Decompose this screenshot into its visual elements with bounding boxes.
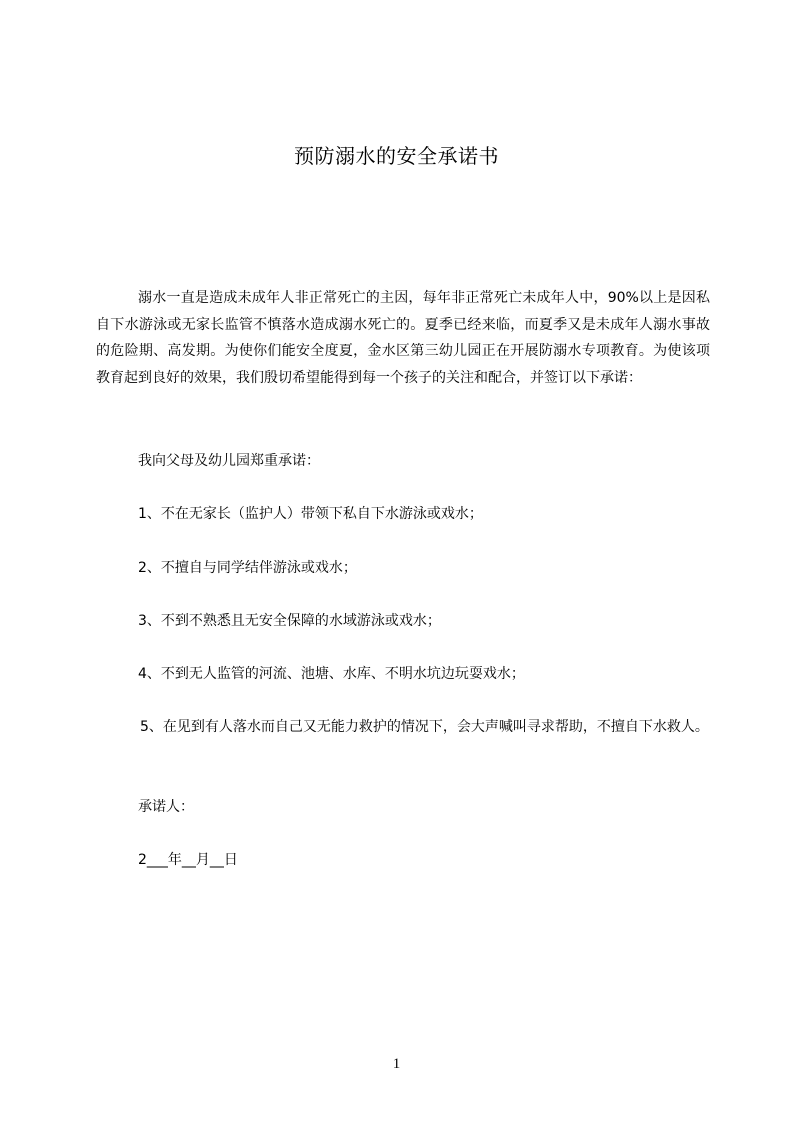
page-number: 1 — [392, 1056, 401, 1072]
pledge-item-2: 2、不擅自与同学结伴游泳或戏水； — [138, 560, 357, 576]
date-line: 2___年__月__日 — [138, 852, 238, 868]
document-title: 预防溺水的安全承诺书 — [294, 144, 499, 168]
pledge-item-3: 3、不到不熟悉且无安全保障的水域游泳或戏水； — [138, 613, 441, 629]
pledge-item-5: 5、在见到有人落水而自己又无能力救护的情况下，会大声喊叫寻求帮助，不擅自下水救人。 — [140, 719, 709, 735]
pledge-item-4: 4、不到无人监管的河流、池塘、水库、不明水坑边玩耍戏水； — [138, 666, 525, 682]
signer-label: 承诺人： — [138, 799, 194, 815]
intro-paragraph: 溺水一直是造成未成年人非正常死亡的主因，每年非正常死亡未成年人中，90%以上是因私自下水游泳或无家长监管不慎落水造成溺水死亡的。夏季已经来临，而夏季又是未成年人溺水事故的危险期、高发期。为使你们能安全度夏，金水区第三幼儿园正在开展防溺水专项教育。为使该项教育起到良好的效果，我们殷切希望能得到每一个孩子的关注和配合，并签订以下承诺： — [96, 290, 710, 386]
pledge-intro-paragraph: 我向父母及幼儿园郑重承诺： — [138, 453, 320, 469]
pledge-item-1: 1、不在无家长（监护人）带领下私自下水游泳或戏水； — [138, 506, 483, 522]
